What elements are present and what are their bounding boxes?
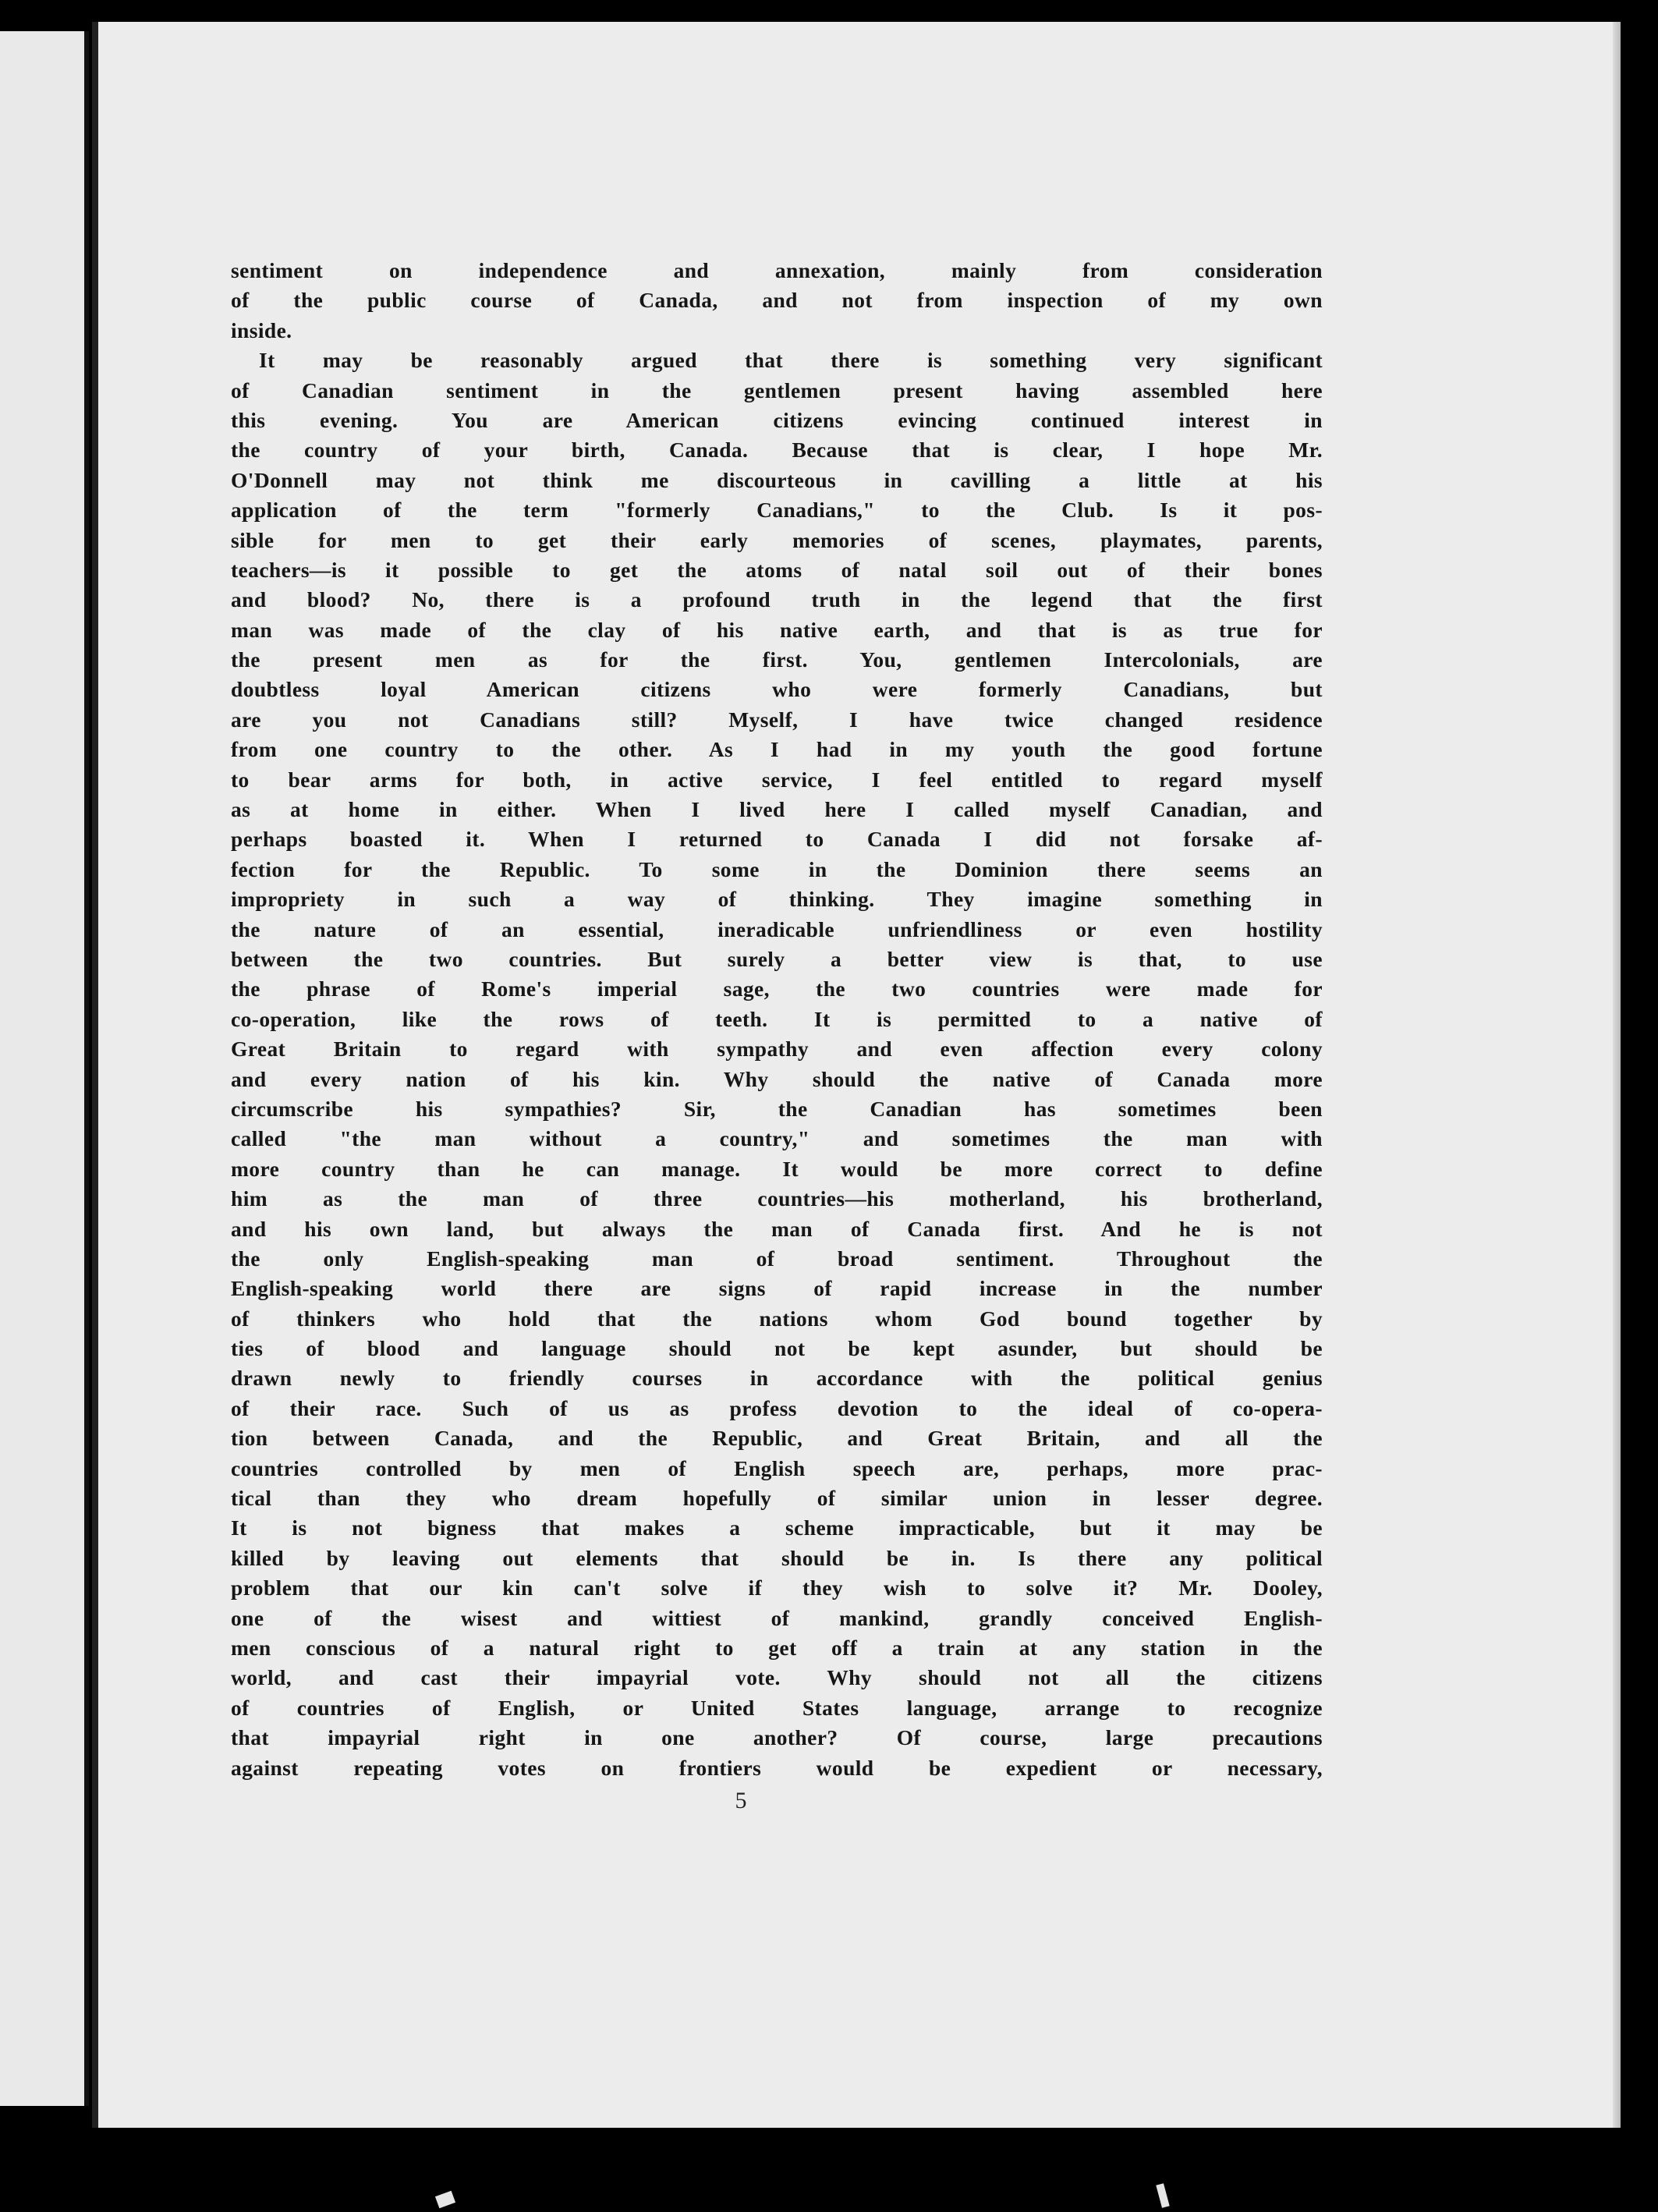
text-line: of their race. Such of us as profess devotion to the ideal of co-opera- bbox=[231, 1395, 1323, 1420]
text-line: problem that our kin can't solve if they wish to solve it? Mr. Dooley, bbox=[231, 1576, 1323, 1601]
text-line: the present men as for the first. You, gentlemen Intercolonials, are bbox=[231, 647, 1323, 672]
text-line: ties of blood and language should not be kept asunder, but should be bbox=[231, 1336, 1323, 1361]
text-line: the nature of an essential, ineradicable unfriendliness or even hostility bbox=[231, 916, 1323, 941]
text-line: men conscious of a natural right to get off a train at any station in the bbox=[231, 1635, 1323, 1660]
text-line: the phrase of Rome's imperial sage, the two countries were made for bbox=[231, 977, 1323, 1001]
text-line: as at home in either. When I lived here I called myself Canadian, and bbox=[231, 797, 1323, 822]
text-line: of countries of English, or United States language, arrange to recognize bbox=[231, 1695, 1323, 1720]
text-line: It may be reasonably argued that there is something very significant bbox=[259, 348, 1323, 373]
text-line: impropriety in such a way of thinking. They imagine something in bbox=[231, 887, 1323, 912]
text-line: between the two countries. But surely a better view is that, to use bbox=[231, 946, 1323, 971]
page-number: 5 bbox=[735, 1788, 747, 1813]
text-line: from one country to the other. As I had in my youth the good fortune bbox=[231, 737, 1323, 762]
text-line: and every nation of his kin. Why should the native of Canada more bbox=[231, 1066, 1323, 1091]
text-line: more country than he can manage. It would be more correct to define bbox=[231, 1156, 1323, 1181]
text-line: O'Donnell may not think me discourteous in cavilling a little at his bbox=[231, 467, 1323, 492]
text-line: application of the term "formerly Canadians," to the Club. Is it pos- bbox=[231, 498, 1323, 523]
text-line: drawn newly to friendly courses in accordance with the political genius bbox=[231, 1366, 1323, 1391]
text-line: killed by leaving out elements that should be in. Is there any political bbox=[231, 1545, 1323, 1570]
text-line: fection for the Republic. To some in the Dominion there seems an bbox=[231, 856, 1323, 881]
text-line: teachers—is it possible to get the atoms of natal soil out of their bones bbox=[231, 557, 1323, 582]
text-line: world, and cast their impayrial vote. Why should not all the citizens bbox=[231, 1665, 1323, 1690]
text-line: and blood? No, there is a profound truth in the legend that the first bbox=[231, 587, 1323, 612]
text-line: tical than they who dream hopefully of similar union in lesser degree. bbox=[231, 1486, 1323, 1511]
text-line: Great Britain to regard with sympathy and even affection every colony bbox=[231, 1037, 1323, 1062]
text-line: man was made of the clay of his native earth, and that is as true for bbox=[231, 617, 1323, 642]
text-line: him as the man of three countries—his motherland, his brotherland, bbox=[231, 1186, 1323, 1211]
text-line: perhaps boasted it. When I returned to Canada I did not forsake af- bbox=[231, 827, 1323, 852]
text-line: of the public course of Canada, and not from inspection of my own bbox=[231, 288, 1323, 313]
text-line: countries controlled by men of English speech are, perhaps, more prac- bbox=[231, 1455, 1323, 1480]
text-line: and his own land, but always the man of Canada first. And he is not bbox=[231, 1216, 1323, 1241]
text-line: that impayrial right in one another? Of course, large precautions bbox=[231, 1725, 1323, 1750]
body-text bbox=[231, 256, 1323, 1783]
text-line: sible for men to get their early memories of scenes, playmates, parents, bbox=[231, 527, 1323, 552]
text-line: are you not Canadians still? Myself, I have twice changed residence bbox=[231, 707, 1323, 732]
text-line: to bear arms for both, in active service, I feel entitled to regard myself bbox=[231, 767, 1323, 792]
text-line: one of the wisest and wittiest of mankind, grandly conceived English- bbox=[231, 1605, 1323, 1630]
text-line: sentiment on independence and annexation, mainly from consideration bbox=[231, 258, 1323, 282]
text-line: It is not bigness that makes a scheme impracticable, but it may be bbox=[231, 1515, 1323, 1540]
text-line: the country of your birth, Canada. Because that is clear, I hope Mr. bbox=[231, 438, 1323, 463]
page-right-edge bbox=[1613, 22, 1621, 2128]
text-line: this evening. You are American citizens evincing continued interest in bbox=[231, 407, 1323, 432]
text-line: the only English-speaking man of broad sentiment. Throughout the bbox=[231, 1246, 1323, 1271]
text-line: called "the man without a country," and sometimes the man with bbox=[231, 1126, 1323, 1151]
text-line: of Canadian sentiment in the gentlemen present having assembled here bbox=[231, 378, 1323, 402]
text-line: co-operation, like the rows of teeth. It is permitted to a native of bbox=[231, 1006, 1323, 1031]
text-line: English-speaking world there are signs of rapid increase in the number bbox=[231, 1276, 1323, 1301]
text-line: inside. bbox=[231, 317, 292, 342]
text-line: doubtless loyal American citizens who were formerly Canadians, but bbox=[231, 677, 1323, 702]
adjacent-page-edge bbox=[0, 31, 89, 2106]
text-line: against repeating votes on frontiers would be expedient or necessary, bbox=[231, 1755, 1323, 1780]
text-line: tion between Canada, and the Republic, and Great Britain, and all the bbox=[231, 1426, 1323, 1451]
text-line: circumscribe his sympathies? Sir, the Canadian has sometimes been bbox=[231, 1096, 1323, 1121]
text-line: of thinkers who hold that the nations whom God bound together by bbox=[231, 1306, 1323, 1331]
